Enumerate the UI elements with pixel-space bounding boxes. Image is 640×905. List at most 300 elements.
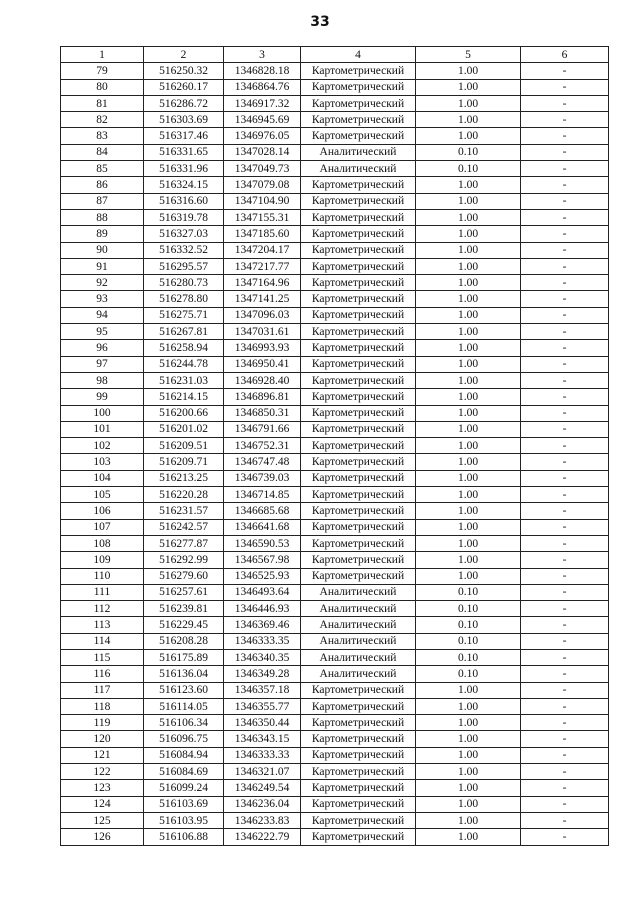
cell-x: 516260.17 bbox=[144, 79, 224, 95]
cell-x: 516136.04 bbox=[144, 666, 224, 682]
table-row bbox=[61, 796, 609, 812]
column-header-y: 3 bbox=[224, 47, 301, 63]
cell-x: 516257.61 bbox=[144, 584, 224, 600]
cell-x: 516303.69 bbox=[144, 112, 224, 128]
cell-method: Картометрический bbox=[301, 421, 416, 437]
cell-accuracy: 1.00 bbox=[416, 63, 521, 79]
cell-point-number: 104 bbox=[61, 470, 144, 486]
cell-method: Картометрический bbox=[301, 324, 416, 340]
cell-accuracy: 1.00 bbox=[416, 796, 521, 812]
column-header-description: 6 bbox=[521, 47, 609, 63]
cell-accuracy: 1.00 bbox=[416, 291, 521, 307]
cell-method: Картометрический bbox=[301, 715, 416, 731]
cell-x: 516331.65 bbox=[144, 144, 224, 160]
cell-x: 516200.66 bbox=[144, 405, 224, 421]
table-row bbox=[61, 715, 609, 731]
cell-point-number: 85 bbox=[61, 161, 144, 177]
cell-accuracy: 1.00 bbox=[416, 340, 521, 356]
cell-accuracy: 1.00 bbox=[416, 552, 521, 568]
table-row bbox=[61, 291, 609, 307]
cell-point-number: 115 bbox=[61, 649, 144, 665]
table-row bbox=[61, 372, 609, 388]
cell-y: 1346590.53 bbox=[224, 535, 301, 551]
cell-point-number: 99 bbox=[61, 389, 144, 405]
cell-description: - bbox=[521, 698, 609, 714]
cell-y: 1346567.98 bbox=[224, 552, 301, 568]
cell-method: Картометрический bbox=[301, 698, 416, 714]
cell-accuracy: 0.10 bbox=[416, 584, 521, 600]
cell-accuracy: 1.00 bbox=[416, 324, 521, 340]
column-header-x: 2 bbox=[144, 47, 224, 63]
cell-method: Картометрический bbox=[301, 454, 416, 470]
cell-method: Картометрический bbox=[301, 112, 416, 128]
cell-x: 516103.69 bbox=[144, 796, 224, 812]
cell-method: Картометрический bbox=[301, 829, 416, 845]
cell-description: - bbox=[521, 682, 609, 698]
cell-x: 516209.51 bbox=[144, 438, 224, 454]
cell-accuracy: 1.00 bbox=[416, 568, 521, 584]
cell-point-number: 101 bbox=[61, 421, 144, 437]
cell-description: - bbox=[521, 666, 609, 682]
cell-method: Картометрический bbox=[301, 731, 416, 747]
cell-x: 516327.03 bbox=[144, 226, 224, 242]
cell-description: - bbox=[521, 291, 609, 307]
cell-method: Картометрический bbox=[301, 63, 416, 79]
table-row bbox=[61, 470, 609, 486]
cell-y: 1347049.73 bbox=[224, 161, 301, 177]
cell-y: 1347031.61 bbox=[224, 324, 301, 340]
cell-point-number: 83 bbox=[61, 128, 144, 144]
cell-x: 516229.45 bbox=[144, 617, 224, 633]
cell-description: - bbox=[521, 226, 609, 242]
cell-y: 1346828.18 bbox=[224, 63, 301, 79]
cell-description: - bbox=[521, 128, 609, 144]
cell-y: 1346321.07 bbox=[224, 764, 301, 780]
cell-method: Картометрический bbox=[301, 405, 416, 421]
cell-y: 1346917.32 bbox=[224, 95, 301, 111]
cell-accuracy: 1.00 bbox=[416, 258, 521, 274]
cell-point-number: 109 bbox=[61, 552, 144, 568]
table-body bbox=[61, 63, 609, 845]
cell-point-number: 118 bbox=[61, 698, 144, 714]
cell-y: 1346349.28 bbox=[224, 666, 301, 682]
cell-point-number: 79 bbox=[61, 63, 144, 79]
cell-accuracy: 0.10 bbox=[416, 649, 521, 665]
cell-y: 1346343.15 bbox=[224, 731, 301, 747]
table-row bbox=[61, 324, 609, 340]
cell-accuracy: 1.00 bbox=[416, 405, 521, 421]
cell-description: - bbox=[521, 112, 609, 128]
cell-y: 1346249.54 bbox=[224, 780, 301, 796]
table-row bbox=[61, 242, 609, 258]
cell-method: Картометрический bbox=[301, 356, 416, 372]
cell-description: - bbox=[521, 438, 609, 454]
cell-method: Картометрический bbox=[301, 242, 416, 258]
cell-description: - bbox=[521, 535, 609, 551]
cell-x: 516332.52 bbox=[144, 242, 224, 258]
cell-description: - bbox=[521, 389, 609, 405]
cell-method: Картометрический bbox=[301, 568, 416, 584]
cell-accuracy: 1.00 bbox=[416, 438, 521, 454]
cell-x: 516280.73 bbox=[144, 275, 224, 291]
table-row bbox=[61, 812, 609, 828]
cell-method: Картометрический bbox=[301, 340, 416, 356]
cell-point-number: 105 bbox=[61, 487, 144, 503]
cell-description: - bbox=[521, 649, 609, 665]
cell-method: Картометрический bbox=[301, 812, 416, 828]
cell-x: 516175.89 bbox=[144, 649, 224, 665]
table-row bbox=[61, 307, 609, 323]
cell-x: 516267.81 bbox=[144, 324, 224, 340]
cell-point-number: 110 bbox=[61, 568, 144, 584]
cell-accuracy: 1.00 bbox=[416, 95, 521, 111]
cell-accuracy: 1.00 bbox=[416, 747, 521, 763]
cell-method: Картометрический bbox=[301, 193, 416, 209]
cell-y: 1346752.31 bbox=[224, 438, 301, 454]
cell-x: 516286.72 bbox=[144, 95, 224, 111]
table-row bbox=[61, 535, 609, 551]
cell-y: 1347028.14 bbox=[224, 144, 301, 160]
cell-point-number: 100 bbox=[61, 405, 144, 421]
cell-point-number: 84 bbox=[61, 144, 144, 160]
cell-accuracy: 0.10 bbox=[416, 601, 521, 617]
cell-description: - bbox=[521, 340, 609, 356]
cell-description: - bbox=[521, 747, 609, 763]
cell-method: Картометрический bbox=[301, 95, 416, 111]
cell-x: 516123.60 bbox=[144, 682, 224, 698]
cell-x: 516114.05 bbox=[144, 698, 224, 714]
cell-accuracy: 1.00 bbox=[416, 829, 521, 845]
cell-accuracy: 0.10 bbox=[416, 633, 521, 649]
cell-point-number: 106 bbox=[61, 503, 144, 519]
table-row bbox=[61, 568, 609, 584]
cell-description: - bbox=[521, 552, 609, 568]
cell-description: - bbox=[521, 242, 609, 258]
column-header-accuracy: 5 bbox=[416, 47, 521, 63]
cell-accuracy: 1.00 bbox=[416, 764, 521, 780]
cell-description: - bbox=[521, 63, 609, 79]
cell-description: - bbox=[521, 487, 609, 503]
cell-x: 516279.60 bbox=[144, 568, 224, 584]
table-row bbox=[61, 633, 609, 649]
table-row bbox=[61, 258, 609, 274]
table-row bbox=[61, 649, 609, 665]
cell-point-number: 86 bbox=[61, 177, 144, 193]
cell-description: - bbox=[521, 372, 609, 388]
cell-y: 1347204.17 bbox=[224, 242, 301, 258]
table-row bbox=[61, 584, 609, 600]
cell-point-number: 124 bbox=[61, 796, 144, 812]
cell-point-number: 89 bbox=[61, 226, 144, 242]
table-row bbox=[61, 682, 609, 698]
table-row bbox=[61, 454, 609, 470]
cell-x: 516278.80 bbox=[144, 291, 224, 307]
cell-point-number: 90 bbox=[61, 242, 144, 258]
cell-method: Картометрический bbox=[301, 552, 416, 568]
cell-accuracy: 1.00 bbox=[416, 780, 521, 796]
cell-y: 1346236.04 bbox=[224, 796, 301, 812]
cell-x: 516213.25 bbox=[144, 470, 224, 486]
table-row bbox=[61, 356, 609, 372]
cell-accuracy: 1.00 bbox=[416, 112, 521, 128]
cell-description: - bbox=[521, 503, 609, 519]
cell-point-number: 108 bbox=[61, 535, 144, 551]
cell-description: - bbox=[521, 584, 609, 600]
table-row bbox=[61, 747, 609, 763]
cell-accuracy: 1.00 bbox=[416, 421, 521, 437]
cell-point-number: 96 bbox=[61, 340, 144, 356]
cell-y: 1346369.46 bbox=[224, 617, 301, 633]
cell-x: 516277.87 bbox=[144, 535, 224, 551]
cell-y: 1346993.93 bbox=[224, 340, 301, 356]
cell-x: 516319.78 bbox=[144, 209, 224, 225]
cell-accuracy: 1.00 bbox=[416, 79, 521, 95]
cell-method: Картометрический bbox=[301, 291, 416, 307]
cell-point-number: 112 bbox=[61, 601, 144, 617]
table-row bbox=[61, 698, 609, 714]
cell-method: Картометрический bbox=[301, 519, 416, 535]
cell-point-number: 92 bbox=[61, 275, 144, 291]
cell-point-number: 97 bbox=[61, 356, 144, 372]
cell-method: Картометрический bbox=[301, 226, 416, 242]
cell-point-number: 81 bbox=[61, 95, 144, 111]
cell-description: - bbox=[521, 275, 609, 291]
cell-y: 1346446.93 bbox=[224, 601, 301, 617]
cell-description: - bbox=[521, 161, 609, 177]
cell-x: 516316.60 bbox=[144, 193, 224, 209]
cell-x: 516214.15 bbox=[144, 389, 224, 405]
cell-accuracy: 1.00 bbox=[416, 731, 521, 747]
cell-method: Картометрический bbox=[301, 764, 416, 780]
cell-y: 1347164.96 bbox=[224, 275, 301, 291]
cell-method: Картометрический bbox=[301, 275, 416, 291]
cell-description: - bbox=[521, 812, 609, 828]
cell-point-number: 113 bbox=[61, 617, 144, 633]
cell-y: 1346355.77 bbox=[224, 698, 301, 714]
cell-accuracy: 1.00 bbox=[416, 275, 521, 291]
cell-y: 1346896.81 bbox=[224, 389, 301, 405]
column-header-method: 4 bbox=[301, 47, 416, 63]
cell-method: Аналитический bbox=[301, 601, 416, 617]
cell-x: 516295.57 bbox=[144, 258, 224, 274]
cell-x: 516208.28 bbox=[144, 633, 224, 649]
cell-point-number: 88 bbox=[61, 209, 144, 225]
cell-y: 1346333.33 bbox=[224, 747, 301, 763]
table-row bbox=[61, 503, 609, 519]
cell-method: Аналитический bbox=[301, 161, 416, 177]
cell-description: - bbox=[521, 829, 609, 845]
table-row bbox=[61, 95, 609, 111]
table-row bbox=[61, 519, 609, 535]
cell-description: - bbox=[521, 258, 609, 274]
cell-y: 1346340.35 bbox=[224, 649, 301, 665]
cell-point-number: 122 bbox=[61, 764, 144, 780]
cell-x: 516220.28 bbox=[144, 487, 224, 503]
cell-description: - bbox=[521, 95, 609, 111]
cell-y: 1347141.25 bbox=[224, 291, 301, 307]
cell-method: Аналитический bbox=[301, 666, 416, 682]
cell-description: - bbox=[521, 209, 609, 225]
cell-point-number: 111 bbox=[61, 584, 144, 600]
cell-y: 1346685.68 bbox=[224, 503, 301, 519]
cell-accuracy: 1.00 bbox=[416, 535, 521, 551]
table-row bbox=[61, 405, 609, 421]
cell-point-number: 94 bbox=[61, 307, 144, 323]
table-row bbox=[61, 764, 609, 780]
cell-description: - bbox=[521, 324, 609, 340]
cell-x: 516242.57 bbox=[144, 519, 224, 535]
cell-method: Аналитический bbox=[301, 144, 416, 160]
cell-accuracy: 1.00 bbox=[416, 307, 521, 323]
cell-description: - bbox=[521, 568, 609, 584]
cell-accuracy: 1.00 bbox=[416, 715, 521, 731]
cell-y: 1346864.76 bbox=[224, 79, 301, 95]
cell-accuracy: 0.10 bbox=[416, 161, 521, 177]
cell-accuracy: 1.00 bbox=[416, 242, 521, 258]
cell-x: 516239.81 bbox=[144, 601, 224, 617]
table-row bbox=[61, 780, 609, 796]
page-number: 33 bbox=[310, 14, 330, 30]
cell-method: Картометрический bbox=[301, 79, 416, 95]
table-row bbox=[61, 421, 609, 437]
cell-point-number: 121 bbox=[61, 747, 144, 763]
table-row bbox=[61, 79, 609, 95]
table-row bbox=[61, 226, 609, 242]
table-row bbox=[61, 601, 609, 617]
cell-y: 1347155.31 bbox=[224, 209, 301, 225]
cell-x: 516258.94 bbox=[144, 340, 224, 356]
cell-accuracy: 1.00 bbox=[416, 128, 521, 144]
cell-method: Картометрический bbox=[301, 209, 416, 225]
cell-point-number: 82 bbox=[61, 112, 144, 128]
cell-point-number: 107 bbox=[61, 519, 144, 535]
cell-description: - bbox=[521, 193, 609, 209]
table-row bbox=[61, 438, 609, 454]
cell-y: 1346714.85 bbox=[224, 487, 301, 503]
cell-method: Картометрический bbox=[301, 747, 416, 763]
cell-method: Аналитический bbox=[301, 584, 416, 600]
table-row bbox=[61, 389, 609, 405]
table-header-row bbox=[61, 47, 609, 63]
cell-method: Картометрический bbox=[301, 535, 416, 551]
cell-description: - bbox=[521, 356, 609, 372]
cell-point-number: 80 bbox=[61, 79, 144, 95]
cell-y: 1346747.48 bbox=[224, 454, 301, 470]
cell-description: - bbox=[521, 421, 609, 437]
cell-x: 516096.75 bbox=[144, 731, 224, 747]
table-row bbox=[61, 144, 609, 160]
cell-x: 516201.02 bbox=[144, 421, 224, 437]
cell-description: - bbox=[521, 764, 609, 780]
cell-description: - bbox=[521, 731, 609, 747]
cell-x: 516099.24 bbox=[144, 780, 224, 796]
table-row bbox=[61, 731, 609, 747]
cell-description: - bbox=[521, 144, 609, 160]
cell-description: - bbox=[521, 405, 609, 421]
cell-x: 516317.46 bbox=[144, 128, 224, 144]
table-row bbox=[61, 666, 609, 682]
table-row bbox=[61, 193, 609, 209]
cell-method: Аналитический bbox=[301, 617, 416, 633]
cell-x: 516231.57 bbox=[144, 503, 224, 519]
cell-x: 516244.78 bbox=[144, 356, 224, 372]
cell-description: - bbox=[521, 470, 609, 486]
cell-accuracy: 1.00 bbox=[416, 698, 521, 714]
table-row bbox=[61, 177, 609, 193]
cell-y: 1346333.35 bbox=[224, 633, 301, 649]
cell-accuracy: 1.00 bbox=[416, 503, 521, 519]
cell-y: 1347096.03 bbox=[224, 307, 301, 323]
table-row bbox=[61, 161, 609, 177]
cell-y: 1347104.90 bbox=[224, 193, 301, 209]
table-row bbox=[61, 63, 609, 79]
cell-y: 1347217.77 bbox=[224, 258, 301, 274]
column-header-point-number: 1 bbox=[61, 47, 144, 63]
cell-y: 1346850.31 bbox=[224, 405, 301, 421]
cell-accuracy: 1.00 bbox=[416, 209, 521, 225]
cell-accuracy: 1.00 bbox=[416, 519, 521, 535]
cell-point-number: 114 bbox=[61, 633, 144, 649]
cell-y: 1346493.64 bbox=[224, 584, 301, 600]
cell-point-number: 91 bbox=[61, 258, 144, 274]
cell-y: 1346976.05 bbox=[224, 128, 301, 144]
cell-accuracy: 1.00 bbox=[416, 372, 521, 388]
cell-y: 1346525.93 bbox=[224, 568, 301, 584]
cell-x: 516250.32 bbox=[144, 63, 224, 79]
cell-description: - bbox=[521, 715, 609, 731]
cell-x: 516331.96 bbox=[144, 161, 224, 177]
cell-y: 1346791.66 bbox=[224, 421, 301, 437]
cell-method: Аналитический bbox=[301, 649, 416, 665]
cell-description: - bbox=[521, 780, 609, 796]
cell-description: - bbox=[521, 307, 609, 323]
table-row bbox=[61, 552, 609, 568]
cell-method: Картометрический bbox=[301, 258, 416, 274]
cell-y: 1346739.03 bbox=[224, 470, 301, 486]
cell-method: Картометрический bbox=[301, 796, 416, 812]
cell-y: 1346357.18 bbox=[224, 682, 301, 698]
cell-method: Картометрический bbox=[301, 780, 416, 796]
cell-accuracy: 1.00 bbox=[416, 177, 521, 193]
table-row bbox=[61, 340, 609, 356]
cell-description: - bbox=[521, 601, 609, 617]
cell-point-number: 123 bbox=[61, 780, 144, 796]
cell-description: - bbox=[521, 79, 609, 95]
cell-description: - bbox=[521, 519, 609, 535]
cell-x: 516292.99 bbox=[144, 552, 224, 568]
cell-point-number: 87 bbox=[61, 193, 144, 209]
cell-method: Картометрический bbox=[301, 682, 416, 698]
cell-y: 1346945.69 bbox=[224, 112, 301, 128]
cell-accuracy: 1.00 bbox=[416, 226, 521, 242]
cell-accuracy: 0.10 bbox=[416, 144, 521, 160]
cell-point-number: 93 bbox=[61, 291, 144, 307]
cell-accuracy: 1.00 bbox=[416, 389, 521, 405]
cell-description: - bbox=[521, 796, 609, 812]
cell-accuracy: 1.00 bbox=[416, 454, 521, 470]
cell-point-number: 103 bbox=[61, 454, 144, 470]
cell-description: - bbox=[521, 617, 609, 633]
cell-accuracy: 1.00 bbox=[416, 682, 521, 698]
cell-method: Картометрический bbox=[301, 487, 416, 503]
cell-y: 1346222.79 bbox=[224, 829, 301, 845]
cell-x: 516231.03 bbox=[144, 372, 224, 388]
table-row bbox=[61, 275, 609, 291]
cell-y: 1346950.41 bbox=[224, 356, 301, 372]
cell-x: 516106.34 bbox=[144, 715, 224, 731]
cell-x: 516084.69 bbox=[144, 764, 224, 780]
cell-x: 516275.71 bbox=[144, 307, 224, 323]
